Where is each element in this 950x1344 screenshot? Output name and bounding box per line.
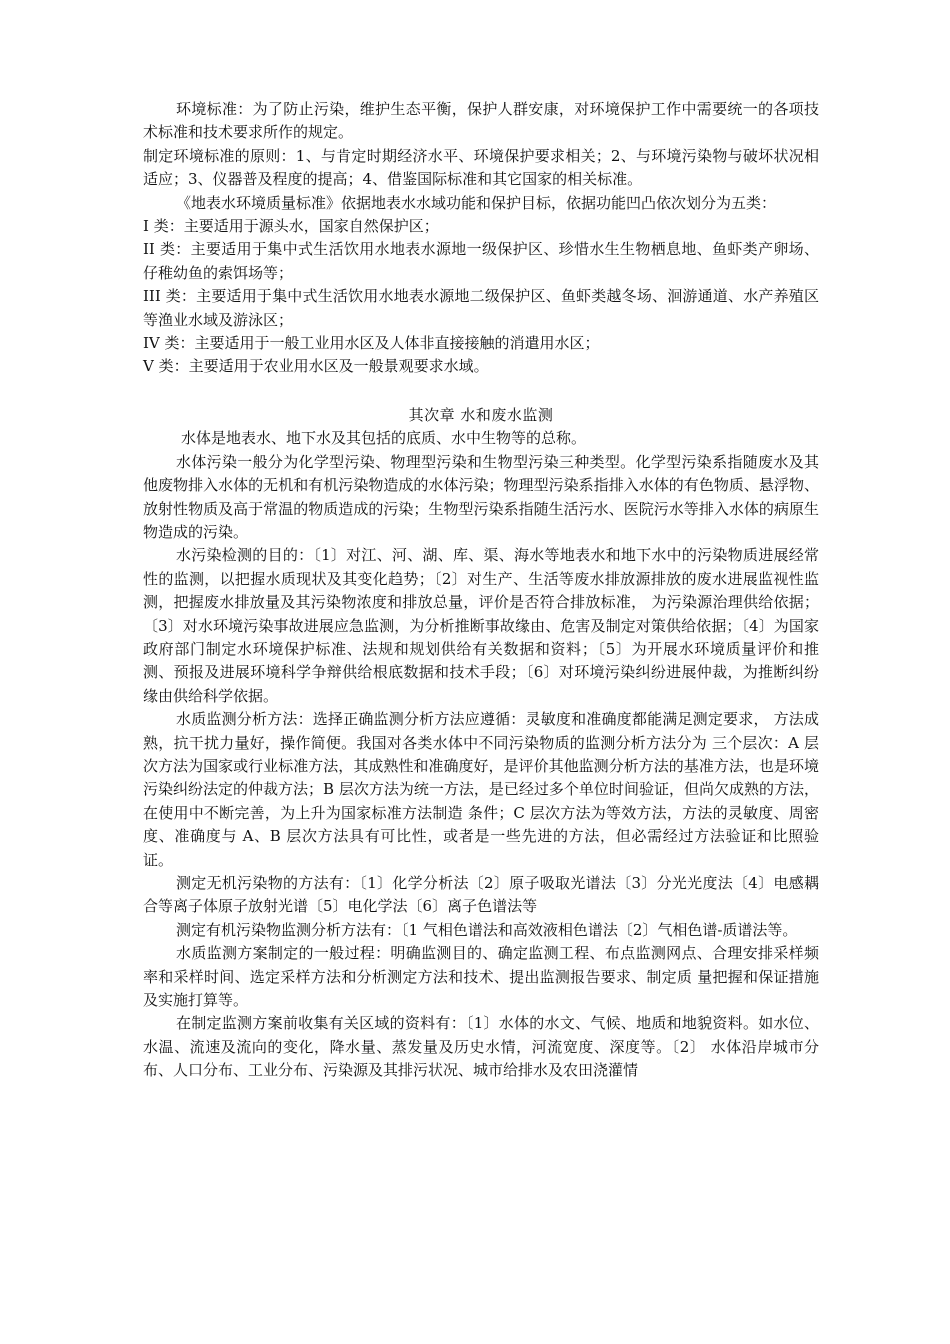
class-ii-item: II 类：主要适用于集中式生活饮用水地表水源地一级保护区、珍惜水生生物栖息地、鱼虾类产卵场、仔稚幼鱼的索饵场等； [143, 240, 819, 282]
paragraph-inorganic-methods: 测定无机污染物的方法有：〔1〕化学分析法〔2〕原子吸取光谱法〔3〕分光光度法〔4〕电感耦合等离子体原子放射光谱〔5〕电化学法〔6〕离子色谱法等 [143, 874, 819, 916]
paragraph-data-collection: 在制定监测方案前收集有关区域的资料有：〔1〕水体的水文、气候、地质和地貌资料。如水位、水温、流速及流向的变化，降水量、蒸发量及历史水情，河流宽度、深度等。〔2〕 水体沿岸城市分布、人口分布、工业分布、污染源及其排污状况、城市给排水及农田浇灌情 [143, 1014, 819, 1080]
class-i-item: I 类：主要适用于源头水，国家自然保护区； [143, 217, 439, 236]
paragraph-env-standard: 环境标准：为了防止污染，维护生态平衡，保护人群安康，对环境保护工作中需要统一的各项技术标准和技术要求所作的规定。 [143, 100, 819, 142]
paragraph-pollution-types: 水体污染一般分为化学型污染、物理型污染和生物型污染三种类型。化学型污染系指随废水及其他废物排入水体的无机和有机污染物造成的水体污染；物理型污染系指排入水体的有色物质、悬浮物、放射性物质及高于常温的物质造成的污染；生物型污染系指随生活污水、医院污水等排入水体的病原生物造成的污染。 [143, 452, 819, 541]
paragraph-principles: 制定环境标准的原则：1、与肯定时期经济水平、环境保护要求相关；2、与环境污染物与破坏状况相适应；3、仪器普及程度的提高；4、借鉴国际标准和其它国家的相关标准。 [143, 146, 819, 189]
paragraph-analysis-methods: 水质监测分析方法：选择正确监测分析方法应遵循：灵敏度和准确度都能满足测定要求， 方法成熟，抗干扰力量好，操作简便。我国对各类水体中不同污染物质的监测分析方法分为 三个层次：A 层次方法为国家或行业标准方法，其成熟性和准确度好，是评价其他监测分析方法的基准方法，也是环境污染纠纷法定的仲裁方法；B 层次方法为统一方法，是已经过多个单位时间验证，但尚欠成熟的方法，在使用中不断完善，为上升为国家标准方法制造 条件；C 层次方法为等效方法，方法的灵敏度、周密度、准确度与 A、B 层次方法具有可比性，或者是一些先进的方法，但必需经过方法验证和比照验证。 [143, 710, 819, 869]
document-page [143, 98, 819, 1083]
class-iv-item: IV 类：主要适用于一般工业用水区及人体非直接接触的消遣用水区； [143, 334, 600, 353]
paragraph-surface-water-standard: 《地表水环境质量标准》依据地表水水域功能和保护目标，依据功能凹凸依次划分为五类： [176, 193, 777, 212]
paragraph-organic-methods: 测定有机污染物监测分析方法有：〔1 气相色谱法和高效液相色谱法〔2〕气相色谱-质谱法等。 [176, 920, 798, 939]
chapter-title: 其次章 水和废水监测 [408, 405, 554, 424]
paragraph-water-body-definition: 水体是地表水、地下水及其包括的底质、水中生物等的总称。 [181, 429, 587, 448]
paragraph-plan-process: 水质监测方案制定的一般过程：明确监测目的、确定监测工程、布点监测网点、合理安排采样频率和采样时间、选定采样方法和分析测定方法和技术、提出监测报告要求、制定质 量把握和保证措施及实施打算等。 [143, 944, 819, 1010]
class-iii-item: III 类：主要适用于集中式生活饮用水地表水源地二级保护区、鱼虾类越冬场、洄游通道、水产养殖区等渔业水域及游泳区； [143, 287, 819, 329]
class-v-item: V 类：主要适用于农业用水区及一般景观要求水域。 [143, 357, 489, 376]
paragraph-monitoring-purpose: 水污染检测的目的：〔1〕对江、河、湖、库、渠、海水等地表水和地下水中的污染物质进展经常性的监测，以把握水质现状及其变化趋势；〔2〕对生产、生活等废水排放源排放的废水进展监视性监测，把握废水排放量及其污染物浓度和排放总量，评价是否符合排放标准， 为污染源治理供给依据；〔3〕对水环境污染事故进展应急监测，为分析推断事故缘由、危害及制定对策供给依据；〔4〕为国家政府部门制定水环境保护标准、法规和规划供给有关数据和资料；〔5〕为开展水环境质量评价和推测、预报及进展环境科学争辩供给根底数据和技术手段；〔6〕对环境污染纠纷进展仲裁，为推断纠纷缘由供给科学依据。 [143, 546, 819, 705]
